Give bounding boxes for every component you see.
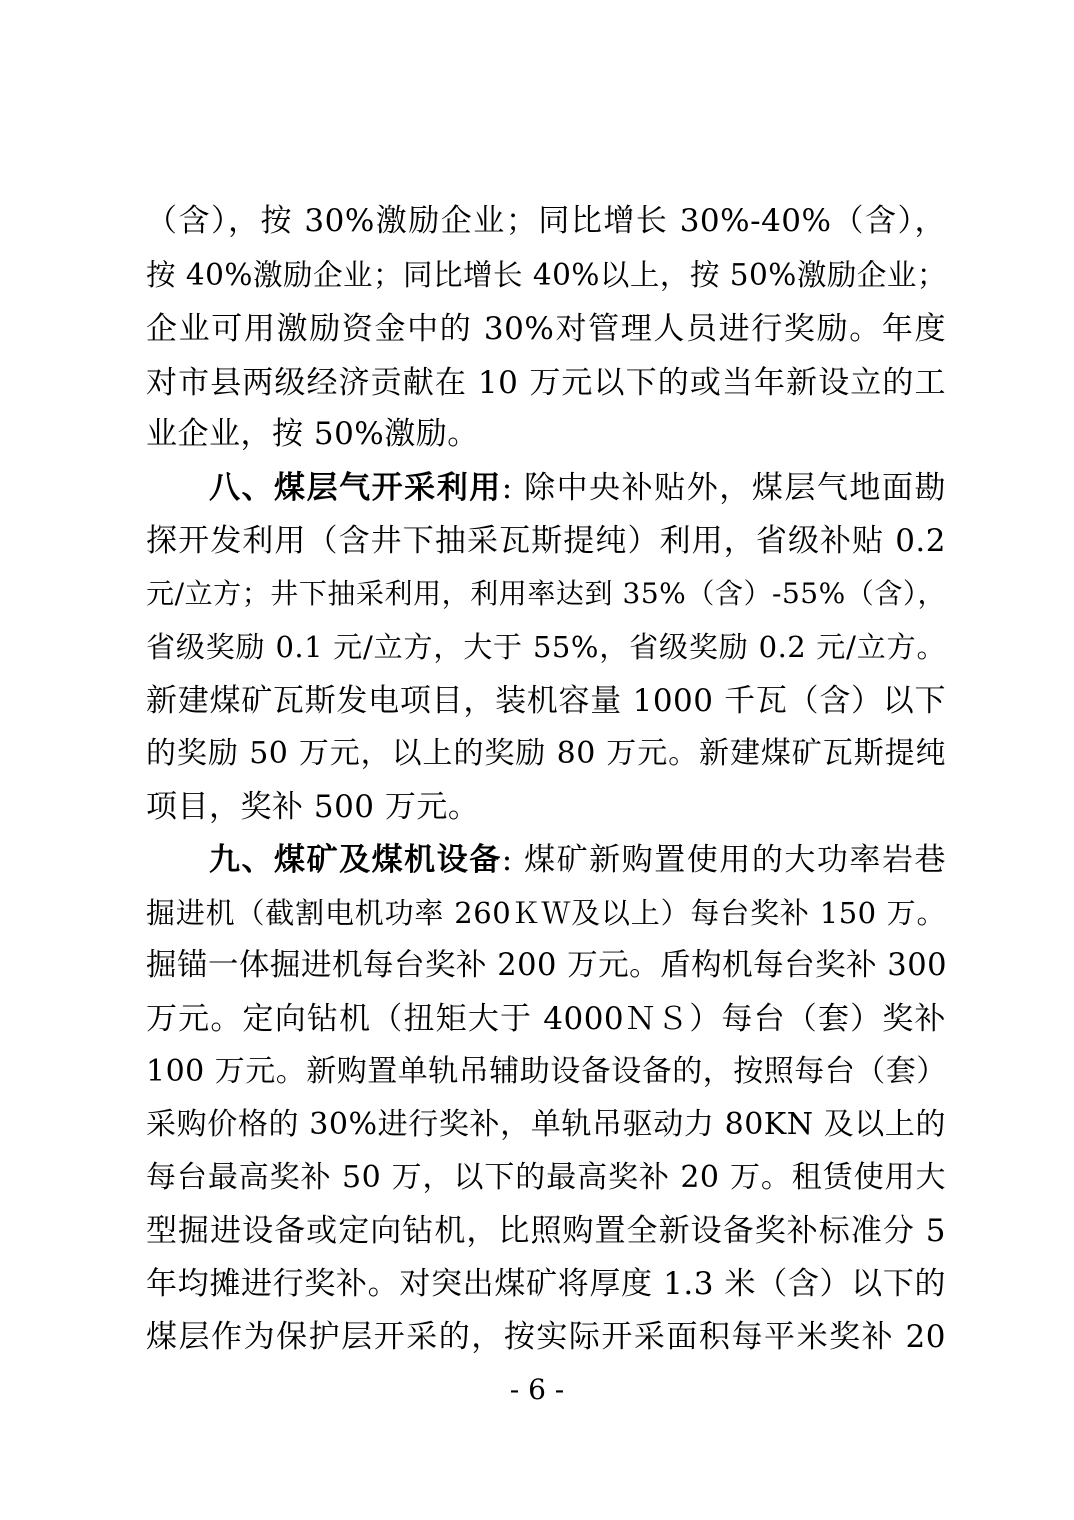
text-line: 探开发利用（含井下抽采瓦斯提纯）利用，省级补贴 0.2: [146, 523, 946, 559]
text-line: （含），按 30%激励企业；同比增长 30%-40%（含），: [146, 203, 946, 239]
text-line: 企业可用激励资金中的 30%对管理人员进行奖励。年度: [146, 311, 946, 347]
section-9-first-line: [209, 840, 946, 880]
text-line: 掘进机（截割电机功率 260ＫＷ及以上）每台奖补 150 万。: [146, 896, 946, 930]
text-line: 掘锚一体掘进机每台奖补 200 万元。盾构机每台奖补 300: [146, 948, 948, 983]
text-line: 的奖励 50 万元，以上的奖励 80 万元。新建煤矿瓦斯提纯: [146, 736, 946, 771]
text-line: 年均摊进行奖补。对突出煤矿将厚度 1.3 米（含）以下的: [146, 1266, 946, 1302]
section-8-heading: 八、煤层气开采利用: [209, 470, 502, 506]
section-9-heading: 九、煤矿及煤机设备: [209, 842, 502, 878]
text-line: 100 万元。新购置单轨吊辅助设备设备的，按照每台（套）: [146, 1054, 947, 1089]
text-line: 采购价格的 30%进行奖补，单轨吊驱动力 80KN 及以上的: [146, 1107, 946, 1142]
text-line: 万元。定向钻机（扭矩大于 4000ＮＳ）每台（套）奖补: [146, 1001, 946, 1037]
section-9-first-line-text: : 煤矿新购置使用的大功率岩巷: [501, 842, 946, 878]
text-line: 煤层作为保护层开采的，按实际开采面积每平米奖补 20: [146, 1319, 946, 1355]
text-line: 项目，奖补 500 万元。: [146, 789, 480, 825]
text-line: 省级奖励 0.1 元/立方，大于 55%，省级奖励 0.2 元/立方。: [146, 630, 946, 664]
text-line: 元/立方；井下抽采利用，利用率达到 35%（含）-55%（含），: [146, 577, 946, 610]
text-line: 型掘进设备或定向钻机，比照购置全新设备奖补标准分 5: [146, 1213, 946, 1249]
text-line: 按 40%激励企业；同比增长 40%以上，按 50%激励企业；: [146, 258, 947, 292]
text-line: 对市县两级经济贡献在 10 万元以下的或当年新设立的工: [146, 365, 946, 401]
text-line: 新建煤矿瓦斯发电项目，装机容量 1000 千瓦（含）以下: [146, 683, 946, 719]
section-8-first-line: [209, 468, 946, 508]
section-8-first-line-text: : 除中央补贴外，煤层气地面勘: [501, 470, 946, 506]
text-line: 每台最高奖补 50 万，以下的最高奖补 20 万。租赁使用大: [146, 1160, 946, 1195]
page-number: - 6 -: [509, 1373, 565, 1406]
text-line: 业企业，按 50%激励。: [146, 416, 479, 452]
